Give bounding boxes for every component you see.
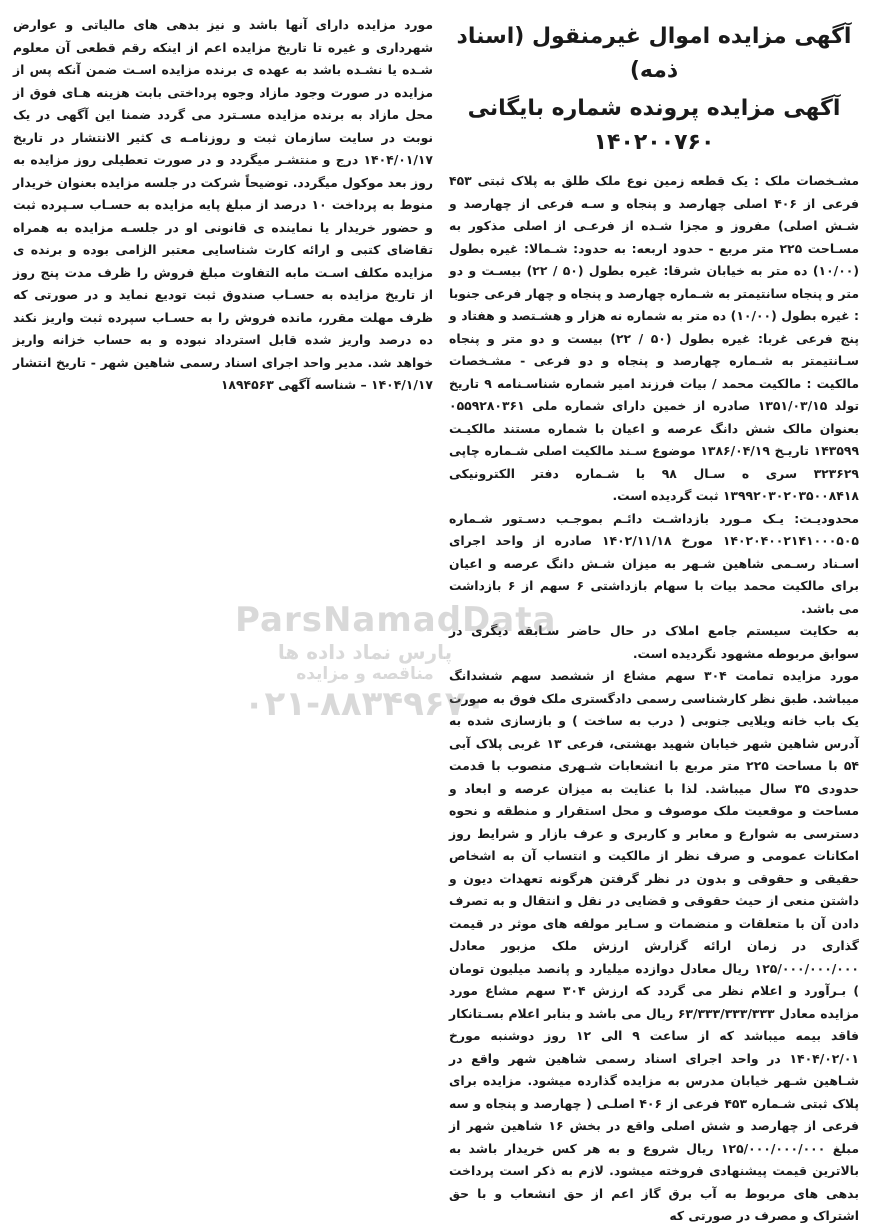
notice-title: آگهی مزایده اموال غیرمنقول (اسناد ذمه) xyxy=(456,24,852,83)
watermark-brand: ParsNamadData xyxy=(235,600,557,640)
file-number: ۱۴۰۲۰۰۷۶۰ xyxy=(593,130,715,155)
watermark-phone: ۰۲۱-۸۸۳۴۹۶۷۰ xyxy=(243,684,487,724)
right-column xyxy=(449,14,860,1223)
file-heading: آگهی مزایده پرونده شماره بایگانی xyxy=(467,96,841,121)
left-column xyxy=(13,14,433,454)
records-paragraph: به حکایت سیستم جامع املاک در حال حاضر سـابقه دیگری در سوابق مربوطه مشهود نگردیده است. xyxy=(449,623,859,661)
auction-terms-paragraph: مورد مزایده دارای آنها باشد و نیز بدهی های مالیاتی و عوارض شهرداری و غیره تا تاریخ مزایده اعم از اینکه رقم قطعی آن معلوم شـده یا نشـده باشد به عهده ی برنده مزایده اسـت ضمن آنکه پس از مزایده در صورت وجود مازاد وجوه پرداختی بابت هزینه هـای فوق از محل مازاد به برنده مزایده مسـترد می گردد ضمنا این آگهی در یک نوبت در سایت سازمان ثبت و روزنامـه ی کثیر الانتشار در تاریخ ۱۴۰۴/۰۱/۱۷ درج و منتشـر میگردد و در صورت تعطیلی روز مزایده به روز بعد موکول میگردد. توضیحاً شرکت در جلسه مزایده بعنوان خریدار منوط به پرداخت ۱۰ درصد از مبلغ پایه مزایده به حسـاب سـپرده ثبت و حضور خریدار یا نماینده ی قانونی او در جلسـه مزایده به همراه تقاضای کتبی و ارائه کارت شناسایی معتبر الزامی بوده و برنده ی مزایده مکلف اسـت مابه التفاوت مبلغ فروش را ظرف مدت پنج روز از تاریخ مزایده به حسـاب صندوق ثبت تودیع نماید و در صورتی که ظرف مهلت مقرر، مانده فروش را به حسـاب سپرده ثبت واریز نکند ده درصد واریز شده قابل استرداد نبوده و به حساب خزانه واریز خواهد شد. مدیر واحد اجرای اسناد رسمی شاهین شهر - تاریخ انتشار ۱۴۰۴/۱/۱۷ – شناسه آگهی ۱۸۹۴۵۶۳ xyxy=(13,17,433,392)
watermark-brand-fa: پارس نماد داده ها xyxy=(277,640,453,664)
watermark-subtitle: مناقصه و مزایده xyxy=(296,664,434,684)
auction-details-paragraph: مورد مزایده تمامت ۳۰۴ سهم مشاع از ششصد سهم ششدانگ میباشد. طبق نظر کارشناسی رسمی دادگستری ملک فوق به صورت یک باب خانه ویلایی جنوبی ( درب به ساخت ) و بازسازی شده به آدرس شاهین شهر خیابان شهید بهشتی، فرعی ۱۳ غربی پلاک آبی ۵۴ با مساحت ۲۲۵ متر مربع با انشعابات شـهری منصوب با قدمت حدودی ۳۵ سال میباشد. لذا با عنایت به میزان عرصه و ابعاد و مساحت و موقعیت ملک موصوف و محل استقرار و منطقه و نحوه دسترسی به شوارع و معابر و کاربری و عرف بازار و شرایط روز امکانات عمومی و صرف نظر از مالکیت و انتساب آن به اشخاص حقیقی و حقوقی و بدون در نظر گرفتن هرگونه تعهدات دیون و داشتن منعی از حیث حقوقی و قضایی در نقل و انتقال و به تصرف دادن آن با متعلقات و منضمات و سـایر مولفه های موثر در قیمت گذاری در زمان ارائه گزارش ارزش ملک مزبور معادل ۱۲۵/۰۰۰/۰۰۰/۰۰۰ ریال معادل دوازده میلیارد و پانصد میلیون تومان ) بـرآورد و اعلام نظر می گردد که ارزش ۳۰۴ سهم مشاع مورد مزایده معادل ۶۳/۳۳۳/۳۳۳/۳۳۳ ریال می باشد و بنابر اعلام بسـتانکار فاقد بیمه میباشد که از ساعت ۹ الی ۱۲ روز دوشنبه مورخ ۱۴۰۴/۰۲/۰۱ در واحد اجرای اسناد رسمی شاهین شهر واقع در شـاهین شـهر خیابان مدرس به مزایده گذارده میشود. مزایده برای پلاک ثبتی شـماره ۴۵۳ فرعی از ۴۰۶ اصلـی ( چهارصد و پنجاه و سه فرعی از چهارصد و شش اصلی واقع در بخش ۱۶ شاهین شهر از مبلغ ۱۲۵/۰۰۰/۰۰۰/۰۰۰ ریال شروع و به هر کس خریدار باشد به بالاترین قیمت پیشنهادی فروخته میشود. لازم به ذکر است پرداخت بدهی های مربوط به آب برق گاز اعم از حق انشعاب و با حق اشتراک و مصرف در صورتی که xyxy=(449,668,860,1223)
restriction-paragraph: محدودیـت: یـک مـورد بازداشـت دائـم بموجـب دسـتور شـماره ۱۴۰۲۰۴۰۰۲۱۴۱۰۰۰۵۰۵ مورخ ۱۴۰۲/۱۱/۱۸ صادره از واحد اجرای اسـناد رسـمی شاهین شـهر به میزان شـش دانگ عرصه و اعیان برای مالکیت محمد بیات با سهام بازداشتی ۶ سهم از ۶ بازداشت می باشد. xyxy=(449,510,860,616)
property-specs-paragraph: مشـخصات ملک : یک قطعه زمین نوع ملک طلق به پلاک ثبتی ۴۵۳ فرعی از ۴۰۶ اصلی چهارصد و پنجاه و سـه فرعی از چهارصد و شـش اصلی) مفروز و مجزا شـده از فرعـی از اصلی مذکور به مسـاحت ۲۲۵ متر مربع - حدود اربعه: به حدود: شـمالا: غیره بطول (۱۰/۰۰) ده متر به خیابان شرقا: غیره بطول (۵۰ / ۲۲) بیسـت و دو متر و پنجاه سانتیمتر به شـماره چهارصد و پنجاه و چهار فرعی جنوبا : غیره بطول (۱۰/۰۰) ده متر به شماره نه هزار و هشـتصد و هفتاد و پنج فرعی غربا: غیره بطول (۵۰ / ۲۲) بیست و دو متر و پنجاه سـانتیمتر به شـماره چهارصد و پنجاه و دو فرعی - مشـخصات مالکیت : مالکیت محمد / بیات فرزند امیر شماره شناسـنامه ۹ تاریخ تولد ۱۳۵۱/۰۳/۱۵ صادره از خمین دارای شماره ملی ۰۵۵۹۲۸۰۳۶۱ بعنوان مالک شش دانگ عرصه و اعیان با شماره مستند مالکیـت ۱۴۳۵۹۹ تاریـخ ۱۳۸۶/۰۴/۱۹ موضوع سـند مالکیت اصلی شـماره چاپی ۳۲۳۶۲۹ سری ه سـال ۹۸ با شـماره دفتر الکترونیکی ۱۳۹۹۲۰۳۰۲۰۳۵۰۰۸۴۱۸ ثبت گردیده است. xyxy=(449,173,860,503)
